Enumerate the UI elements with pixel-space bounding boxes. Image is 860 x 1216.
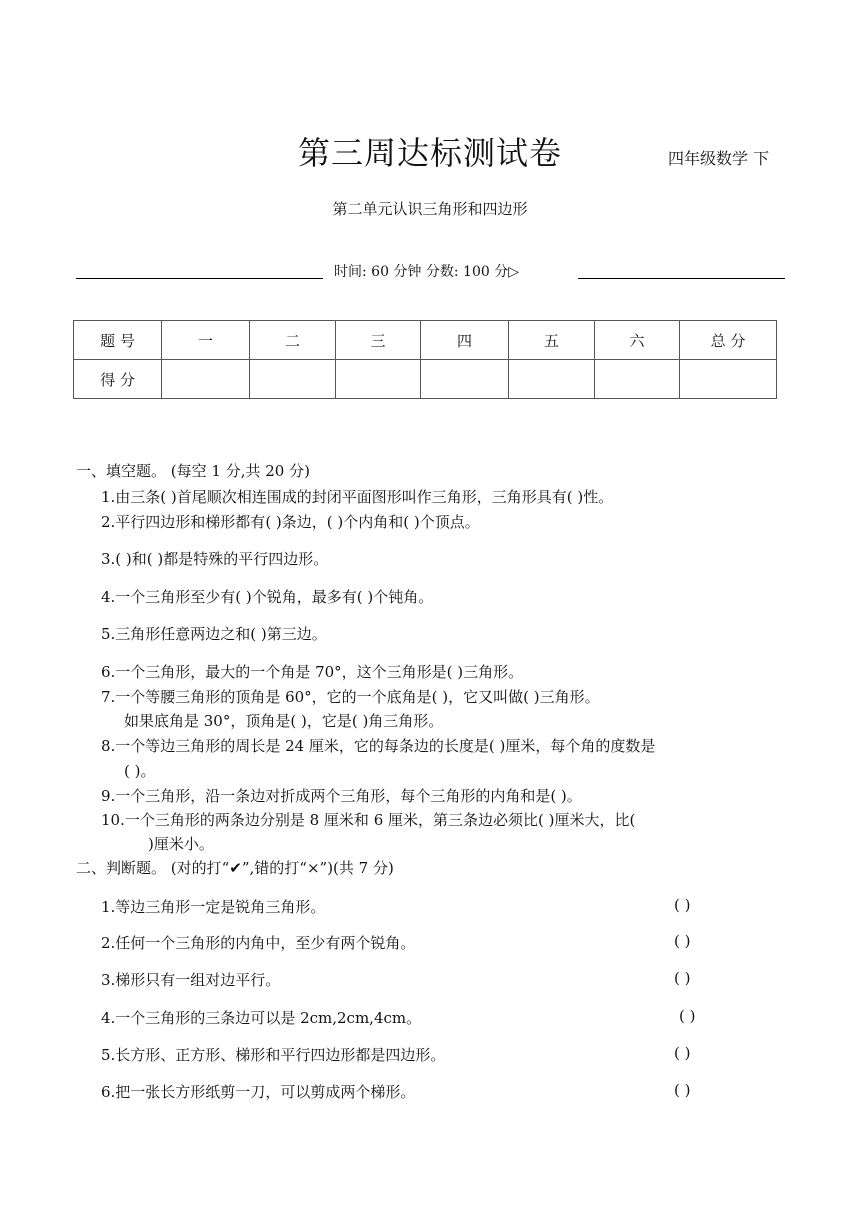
table-row [74,360,777,399]
question-4: 4.一个三角形至少有( )个锐角，最多有( )个钝角。 [101,588,434,606]
table-cell: 三 [336,321,421,360]
table-cell: 五 [509,321,595,360]
score-underline [578,278,785,279]
question-1: 1.由三条( )首尾顺次相连围成的封闭平面图形叫作三角形，三角形具有( )性。 [101,488,614,506]
grade-label: 四年级数学 下 [668,149,770,168]
judge-question-6: 6.把一张长方形纸剪一刀，可以剪成两个梯形。 [101,1083,416,1101]
question-5: 5.三角形任意两边之和( )第三边。 [101,625,327,643]
score-input-cell[interactable] [336,360,421,399]
score-table [73,320,777,399]
time-score-info: 时间: 60 分钟 分数: 100 分▷ [334,264,519,280]
question-9: 9.一个三角形，沿一条边对折成两个三角形，每个三角形的内角和是( )。 [101,787,582,805]
score-input-cell[interactable] [421,360,509,399]
judge-question-2: 2.任何一个三角形的内角中，至少有两个锐角。 [101,934,416,952]
answer-blank[interactable]: ( ) [674,969,691,987]
table-cell: 一 [162,321,250,360]
score-input-cell[interactable] [250,360,336,399]
answer-blank[interactable]: ( ) [674,932,691,950]
judge-question-1: 1.等边三角形一定是锐角三角形。 [101,898,326,916]
question-8: 8.一个等边三角形的周长是 24 厘米，它的每条边的长度是( )厘米，每个角的度数是 [101,737,656,755]
question-10: 10.一个三角形的两条边分别是 8 厘米和 6 厘米，第三条边必须比( )厘米大，比( [101,811,636,829]
question-6: 6.一个三角形，最大的一个角是 70°，这个三角形是( )三角形。 [101,663,524,681]
question-2: 2.平行四边形和梯形都有( )条边，( )个内角和( )个顶点。 [101,513,480,531]
score-input-cell[interactable] [680,360,777,399]
judge-question-5: 5.长方形、正方形、梯形和平行四边形都是四边形。 [101,1046,446,1064]
question-3: 3.( )和( )都是特殊的平行四边形。 [101,550,329,568]
answer-blank[interactable]: ( ) [674,896,691,914]
question-10-cont: )厘米小。 [148,835,214,853]
answer-blank[interactable]: ( ) [674,1044,691,1062]
judge-question-4: 4.一个三角形的三条边可以是 2cm,2cm,4cm。 [101,1009,422,1027]
table-row [74,321,777,360]
answer-blank[interactable]: ( ) [679,1007,696,1025]
score-input-cell[interactable] [595,360,680,399]
unit-subtitle: 第二单元认识三角形和四边形 [332,200,528,218]
answer-blank[interactable]: ( ) [674,1081,691,1099]
name-underline [76,278,323,279]
table-cell: 得 分 [74,360,162,399]
question-7: 7.一个等腰三角形的顶角是 60°，它的一个底角是( )，它又叫做( )三角形。 [101,688,600,706]
section-1-title: 一、填空题。 (每空 1 分,共 20 分) [76,462,310,480]
table-cell: 二 [250,321,336,360]
judge-question-3: 3.梯形只有一组对边平行。 [101,971,281,989]
table-cell: 六 [595,321,680,360]
score-input-cell[interactable] [162,360,250,399]
section-2-title: 二、判断题。 (对的打“✔”,错的打“×”)(共 7 分) [76,859,394,877]
score-input-cell[interactable] [509,360,595,399]
question-8-cont: ( )。 [124,762,156,780]
table-cell: 总 分 [680,321,777,360]
question-7-cont: 如果底角是 30°，顶角是( )，它是( )角三角形。 [124,712,444,730]
page-title: 第三周达标测试卷 [297,134,562,172]
table-cell: 题 号 [74,321,162,360]
table-cell: 四 [421,321,509,360]
